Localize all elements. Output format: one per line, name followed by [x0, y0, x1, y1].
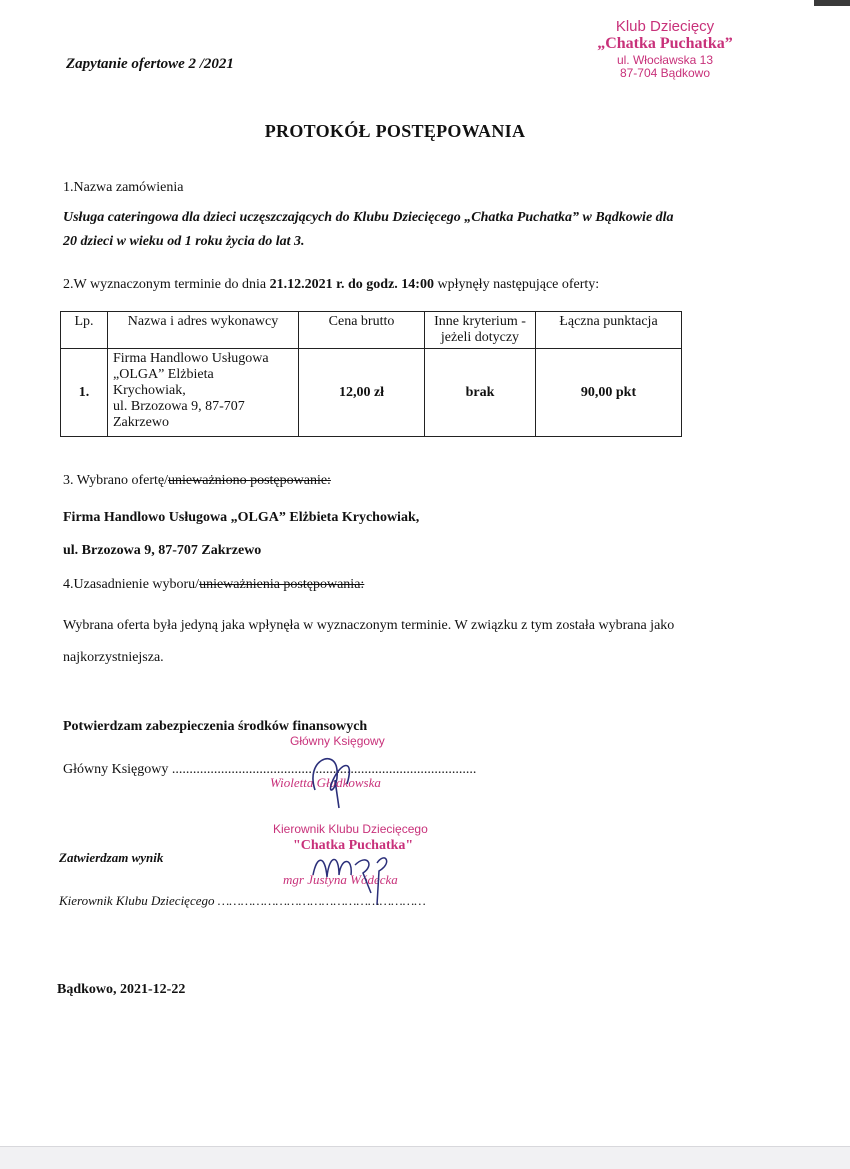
winner-line1: Firma Handlowo Usługowa „OLGA” Elżbieta Krychowiak, [63, 510, 420, 525]
header-total-points: Łączna punktacja [536, 312, 682, 349]
stamp-line: Klub Dziecięcy [615, 18, 715, 35]
club-stamp [560, 18, 770, 81]
order-name-line2: 20 dzieci w wieku od 1 roku życia do lat 3. [63, 234, 305, 249]
justification-line1: Wybrana oferta była jedyną jaka wpłynęła w wyznaczonym terminie. W związku z tym została wybrana jako [63, 618, 675, 633]
cell-other: brak [425, 349, 536, 437]
header-contractor: Nazwa i adres wykonawcy [108, 312, 299, 349]
header-lp: Lp. [61, 312, 108, 349]
scan-edge-mark [814, 0, 850, 6]
winner-line2: ul. Brzozowa 9, 87-707 Zakrzewo [63, 543, 262, 558]
scan-bottom-edge [0, 1146, 850, 1169]
accountant-stamp-name: Wioletta Gładkowska [270, 775, 381, 790]
contractor-line: Krychowiak, [113, 383, 186, 399]
section3-struck: unieważniono postępowanie: [168, 473, 331, 488]
section3-heading [63, 473, 331, 489]
signature-dots: ....................................................................................... [171, 762, 477, 777]
financial-confirmation: Potwierdzam zabezpieczenia środków finansowych [63, 719, 368, 734]
accountant-label: Główny Księgowy [63, 762, 169, 777]
section4-label: 4.Uzasadnienie wyboru/ [63, 577, 200, 592]
cell-contractor [108, 349, 299, 437]
cell-points: 90,00 pkt [536, 349, 682, 437]
place-date: Bądkowo, 2021-12-22 [57, 982, 186, 997]
stamp-line: ul. Włocławska 13 [616, 52, 714, 67]
approval-label: Zatwierdzam wynik [59, 850, 164, 865]
section4-heading [63, 577, 364, 593]
manager-stamp-name: mgr Justyna Wódecka [283, 872, 398, 887]
section1-heading: 1.Nazwa zamówienia [63, 180, 184, 195]
cell-price: 12,00 zł [299, 349, 425, 437]
table-row [61, 349, 682, 437]
stamp-line: 87-704 Bądkowo [619, 66, 711, 81]
table-header-row [61, 312, 682, 349]
signature-dots: ……………………………………………… [217, 893, 426, 908]
accountant-stamp-title: Główny Księgowy [290, 734, 385, 748]
order-name-line1: Usługa cateringowa dla dzieci uczęszczających do Klubu Dziecięcego „Chatka Puchatka” w Bądkowie dla [63, 210, 674, 225]
header-other-criterion: Inne kryterium - jeżeli dotyczy [425, 312, 536, 349]
stamp-line: „Chatka Puchatka” [597, 35, 733, 53]
manager-stamp-title: Kierownik Klubu Dziecięcego [273, 822, 428, 836]
manager-stamp-club: "Chatka Puchatka" [293, 838, 414, 853]
accountant-signature [295, 740, 375, 810]
contractor-line: „OLGA” Elżbieta [113, 367, 214, 383]
contractor-line: Firma Handlowo Usługowa [113, 351, 269, 366]
contractor-line: ul. Brzozowa 9, 87-707 [113, 399, 245, 415]
document-title: PROTOKÓŁ POSTĘPOWANIA [264, 121, 526, 141]
section3-label: 3. Wybrano ofertę/ [63, 473, 169, 488]
header-price: Cena brutto [299, 312, 425, 349]
section2-text-before: 2.W wyznaczonym terminie do dnia [63, 277, 270, 292]
cell-lp: 1. [61, 349, 108, 437]
document-reference: Zapytanie ofertowe 2 /2021 [66, 56, 234, 72]
section2-text-after: wpłynęły następujące oferty: [433, 277, 600, 292]
offers-table [60, 311, 682, 437]
contractor-line: Zakrzewo [113, 415, 169, 431]
deadline: 21.12.2021 r. do godz. 14:00 [269, 277, 434, 292]
manager-line [59, 893, 426, 909]
section4-struck: unieważnienia postępowania: [199, 577, 365, 592]
manager-label: Kierownik Klubu Dziecięcego [59, 893, 215, 908]
justification-line2: najkorzystniejsza. [63, 650, 164, 665]
section2-text [63, 277, 599, 293]
